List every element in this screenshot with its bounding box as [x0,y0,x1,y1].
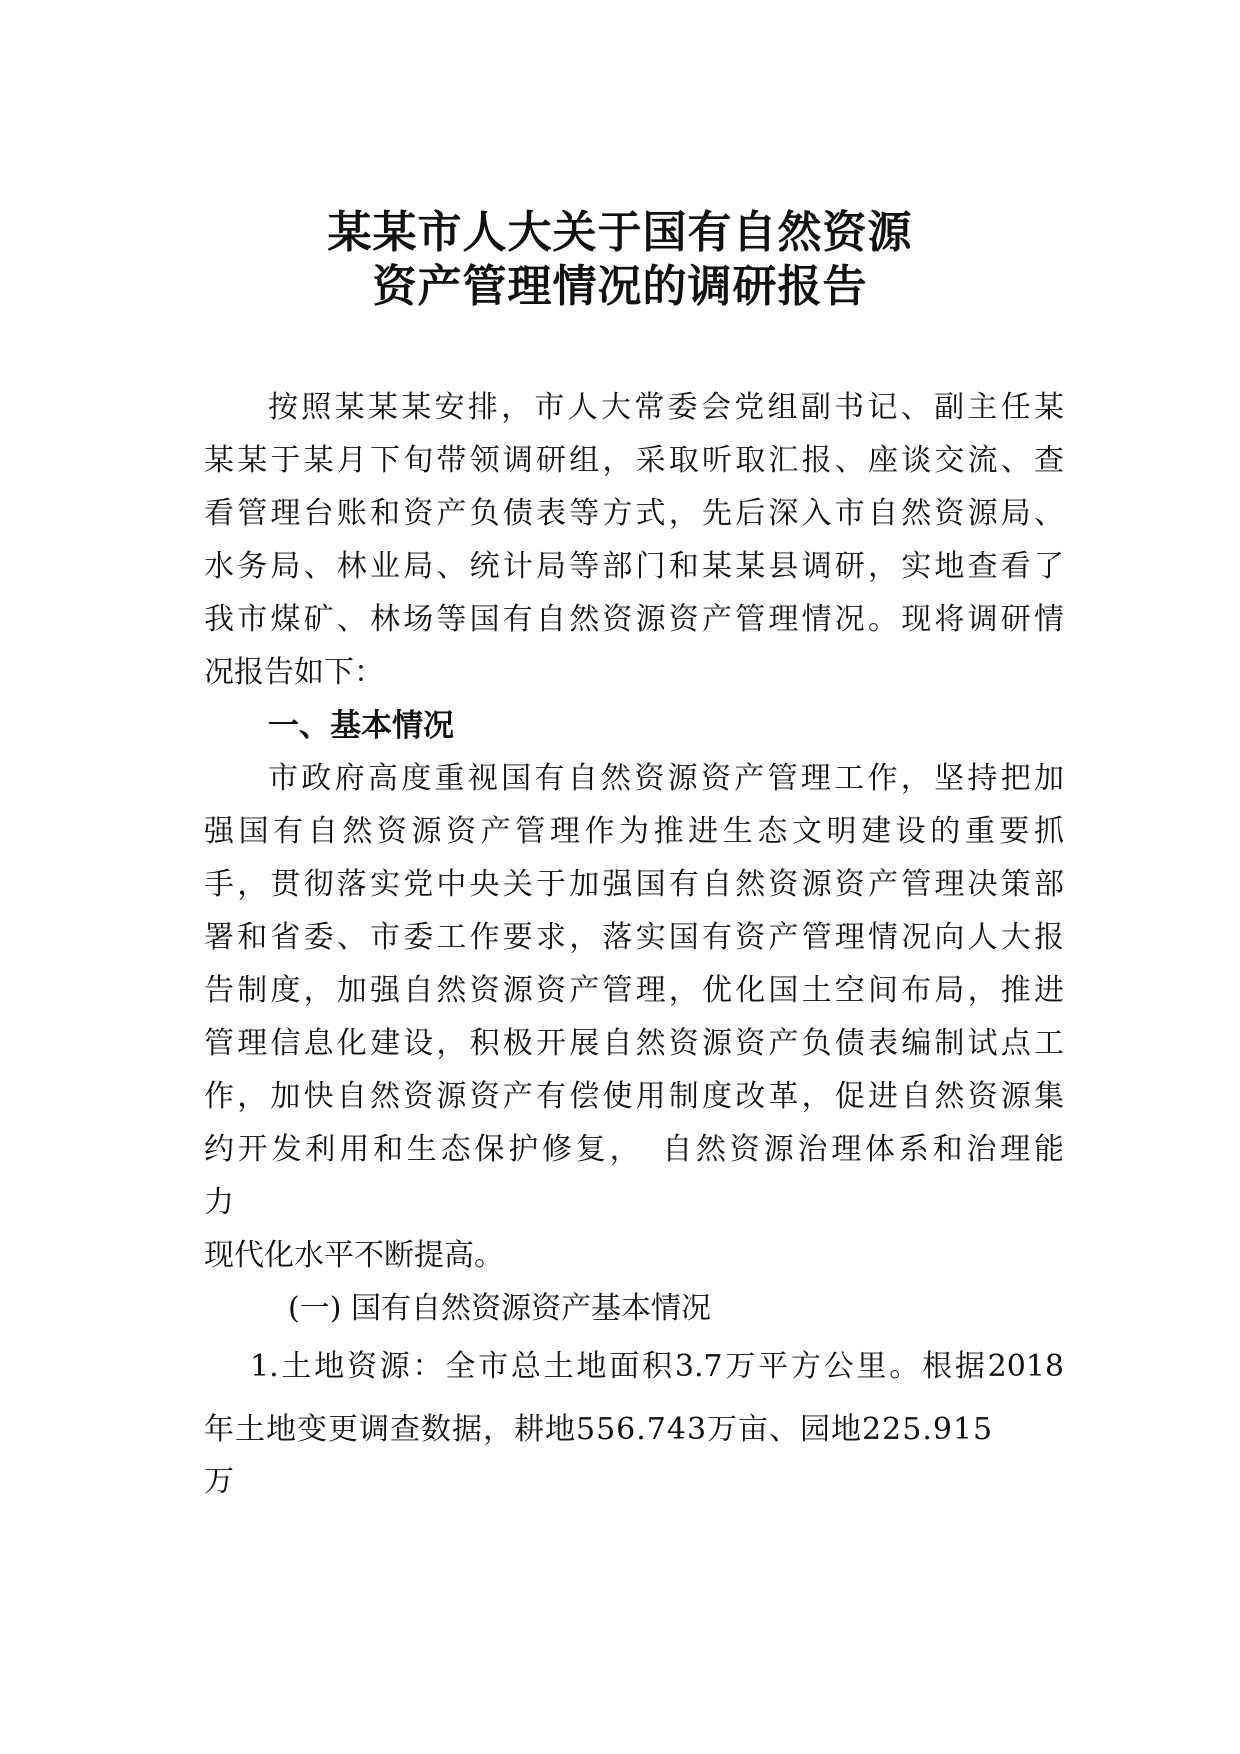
section1-line: 市政府高度重视国有自然资源资产管理工作，坚持把加 [268,761,1064,796]
intro-line: 我市煤矿、林场等国有自然资源资产管理情况。现将调研情 [204,602,1064,637]
section1-line: 告制度，加强自然资源资产管理，优化国土空间布局，推进 [204,973,1064,1008]
section1-line: 现代化水平不断提高。 [204,1238,504,1273]
intro-line: 况报告如下： [204,655,384,690]
section1-line: 管理信息化建设，积极开展自然资源资产负债表编制试点工 [204,1026,1064,1061]
intro-line: 水务局、林业局、统计局等部门和某某县调研，实地查看了 [204,549,1064,584]
document-title-line-2: 资产管理情况的调研报告 [372,261,868,312]
land-resources-line: 万 [204,1464,234,1499]
section1-line: 作，加快自然资源资产有偿使用制度改革，促进自然资源集 [204,1079,1064,1114]
intro-line: 某某于某月下旬带领调研组，采取听取汇报、座谈交流、查 [204,443,1064,478]
document-title-line-1: 某某市人大关于国有自然资源 [327,207,913,258]
intro-line: 看管理台账和资产负债表等方式，先后深入市自然资源局、 [204,496,1064,531]
section1-line: 署和省委、市委工作要求，落实国有资产管理情况向人大报 [204,920,1064,955]
land-resources-line: 1.土地资源：全市总土地面积3.7万平方公里。根据2018 [250,1349,1064,1384]
land-resources-line: 年土地变更调查数据，耕地556.743万亩、园地225.915 [204,1412,994,1447]
section1-line: 强国有自然资源资产管理作为推进生态文明建设的重要抓 [204,814,1064,849]
section1-line: 手，贯彻落实党中央关于加强国有自然资源资产管理决策部 [204,867,1064,902]
section1-line: 约开发利用和生态保护修复， 自然资源治理体系和治理能 [204,1132,1064,1167]
section1-line: 力 [204,1185,234,1220]
subsection-heading: (一) 国有自然资源资产基本情况 [288,1291,711,1326]
section-heading-basic: 一、基本情况 [268,708,454,744]
intro-line: 按照某某某安排，市人大常委会党组副书记、副主任某 [268,390,1064,425]
